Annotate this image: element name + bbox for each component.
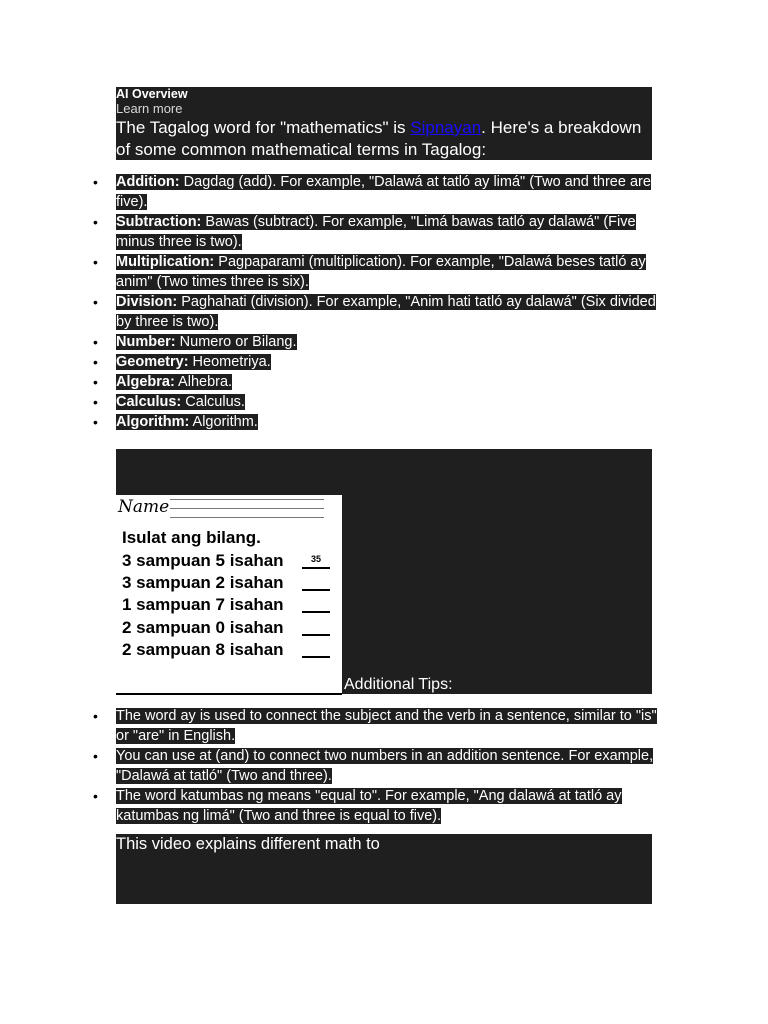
tip-text: You can use at (and) to connect two numbers in an addition sentence. For example, "Dalawá at tatló" (Two and three). <box>116 748 654 784</box>
worksheet-rule <box>170 499 324 500</box>
worksheet-image[interactable] <box>116 495 342 695</box>
worksheet-rule <box>170 517 324 518</box>
intro-text-start: The Tagalog word for "mathematics" is <box>116 118 411 137</box>
term-label: Algorithm: <box>116 414 190 430</box>
term-label: Multiplication: <box>116 254 215 270</box>
term-text: Paghahati (division). For example, "Anim hati tatló ay dalawá" (Six divided by three is two). <box>116 294 656 330</box>
overview-intro <box>116 117 652 161</box>
worksheet-row: 1 sampuan 7 isahan <box>122 595 284 614</box>
worksheet-row: 3 sampuan 5 isahan <box>122 551 284 570</box>
video-panel[interactable] <box>116 834 652 904</box>
list-item <box>90 372 660 392</box>
term-label: Calculus: <box>116 394 182 410</box>
term-label: Subtraction: <box>116 214 202 230</box>
ai-overview-title: AI Overview <box>116 87 188 101</box>
media-panel <box>116 449 652 694</box>
worksheet-answer <box>302 620 330 636</box>
list-item <box>90 332 660 352</box>
term-text: Pagpaparami (multiplication). For example, "Dalawá beses tatló ay anim" (Two times three is six). <box>116 254 646 290</box>
term-text: Alhebra. <box>174 374 233 390</box>
term-label: Geometry: <box>116 354 189 370</box>
worksheet-name-label: Name <box>118 497 170 517</box>
tips-list <box>90 706 660 826</box>
term-label: Division: <box>116 294 178 310</box>
worksheet-title: Isulat ang bilang. <box>122 528 261 547</box>
term-text: Numero or Bilang. <box>175 334 297 350</box>
worksheet-answer: 35 <box>302 553 330 569</box>
list-item <box>90 252 660 292</box>
term-text: Heometriya. <box>188 354 271 370</box>
worksheet-row: 3 sampuan 2 isahan <box>122 573 284 592</box>
math-terms-list <box>90 172 660 432</box>
additional-tips-heading: Additional Tips: <box>344 676 453 693</box>
list-item <box>90 392 660 412</box>
worksheet-answer <box>302 597 330 613</box>
term-text: Bawas (subtract). For example, "Limá bawas tatló ay dalawá" (Five minus three is two). <box>116 214 636 250</box>
list-item <box>90 352 660 372</box>
list-item <box>90 786 660 826</box>
worksheet-row: 2 sampuan 0 isahan <box>122 618 284 637</box>
list-item <box>90 172 660 212</box>
learn-more-link[interactable]: Learn more <box>116 101 183 116</box>
ai-overview-panel <box>116 87 652 160</box>
worksheet-answer <box>302 575 330 591</box>
term-label: Number: <box>116 334 176 350</box>
list-item <box>90 746 660 786</box>
worksheet-row: 2 sampuan 8 isahan <box>122 640 284 659</box>
tip-text: The word katumbas ng means "equal to". For example, "Ang dalawá at tatló ay katumbas ng limá" (Two and three is equal to five). <box>116 788 622 824</box>
intro-text-end: . Here's a breakdown of some common mathematical terms in Tagalog: <box>116 118 642 159</box>
list-item <box>90 412 660 432</box>
term-text: Algorithm. <box>189 414 258 430</box>
list-item <box>90 212 660 252</box>
sipnayan-link[interactable]: Sipnayan <box>410 118 482 137</box>
list-item <box>90 706 660 746</box>
worksheet-rule <box>170 508 324 509</box>
video-description: This video explains different math to <box>116 835 380 853</box>
term-text: Calculus. <box>181 394 245 410</box>
tip-text: The word ay is used to connect the subject and the verb in a sentence, similar to "is" or "are" in English. <box>116 708 657 744</box>
term-text: Dagdag (add). For example, "Dalawá at tatló ay limá" (Two and three are five). <box>116 174 651 210</box>
term-label: Algebra: <box>116 374 175 390</box>
list-item <box>90 292 660 332</box>
term-label: Addition: <box>116 174 180 190</box>
worksheet-answer <box>302 642 330 658</box>
